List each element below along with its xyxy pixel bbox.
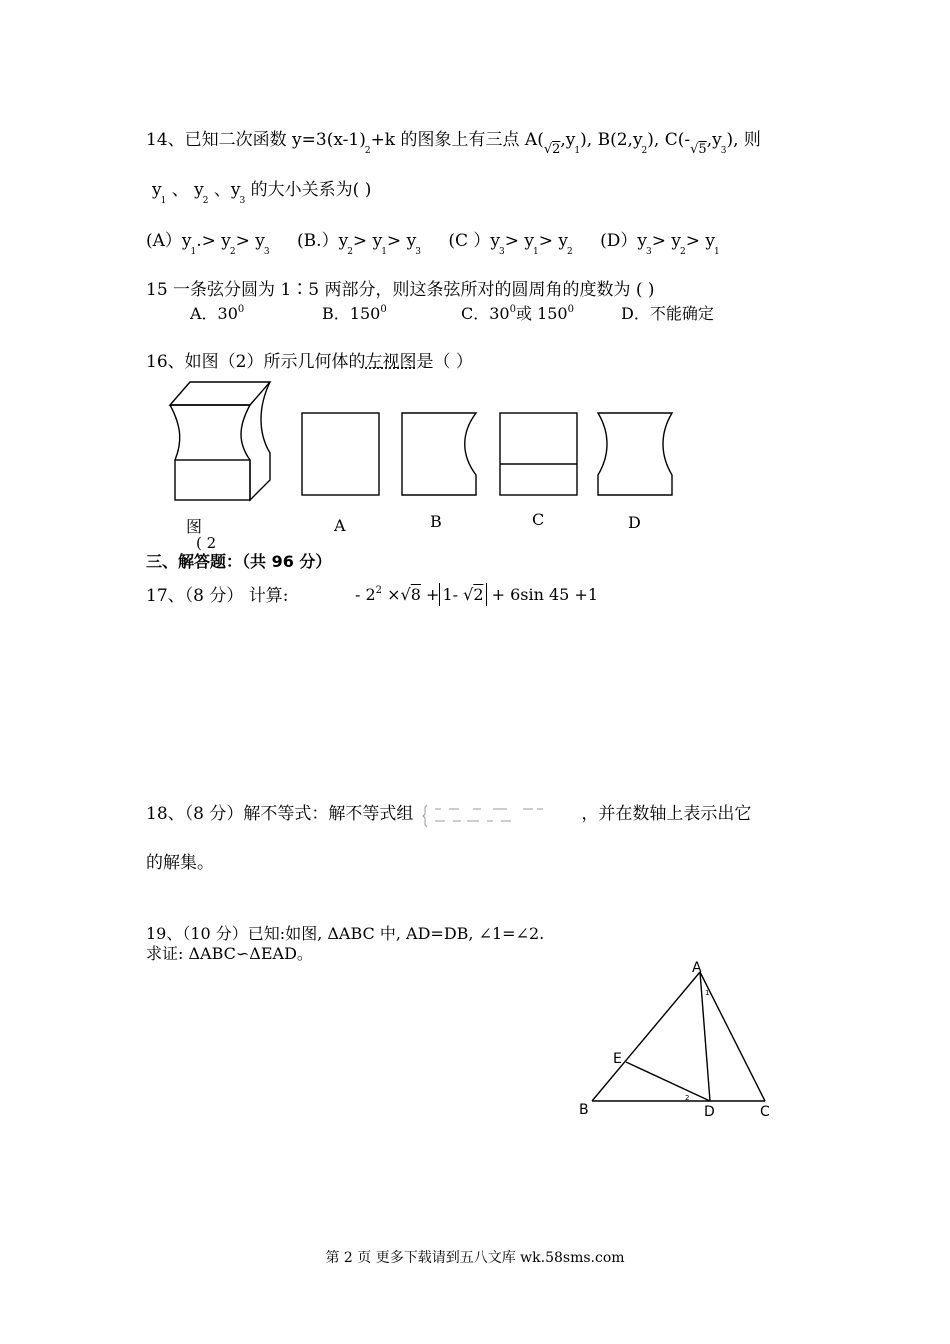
q15-option-a[interactable]: A．$30^0$ — [190, 304, 245, 323]
view-option-c — [500, 413, 577, 495]
solid-3d-figure — [170, 382, 270, 500]
section-3-heading: 三、解答题：（共 96 分） — [146, 552, 332, 571]
segment-ac — [700, 972, 765, 1101]
q19-line2: 求证: ΔABC∽ΔEAD。 — [146, 944, 313, 963]
q16-figures — [160, 375, 700, 505]
q16-stem: 16、如图（2）所示几何体的左视图是（ ） — [146, 352, 473, 372]
q14-option-b[interactable]: $(B.)y_2> y_1> y_3$ — [297, 231, 421, 257]
q19-line1: 19、（10 分）已知:如图, ΔABC 中, AD=DB, ∠1=∠2. — [146, 924, 545, 943]
q17-stem: 17、（8 分） 计算: — [146, 586, 289, 606]
q14-option-a[interactable]: $(A)y_1.> y_2> y_3$ — [146, 231, 270, 257]
label-d: D — [628, 513, 641, 532]
point-a-label: A — [692, 960, 702, 976]
segment-ed — [626, 1062, 710, 1101]
q18-line1: 18、（8 分）解不等式：解不等式组 ，并在数轴上表示出它 — [146, 799, 751, 829]
inequality-system-image — [413, 801, 581, 829]
segment-ab — [592, 972, 700, 1101]
point-d-label: D — [704, 1104, 715, 1120]
q14-option-d[interactable]: $(D)y_3> y_2> y_1$ — [600, 231, 720, 257]
q19-triangle-figure — [570, 958, 790, 1128]
point-b-label: B — [579, 1102, 589, 1118]
q18-line2: 的解集。 — [146, 853, 214, 873]
q16-keyword: 左视图 — [365, 352, 417, 372]
label-c: C — [532, 510, 545, 529]
q17-expression: - $2^2 \times√8 + 1-$ √2 + 6sin 45 +1 — [355, 585, 599, 604]
q15-stem: 15 一条弦分圆为 1∶5 两部分，则这条弦所对的圆周角的度数为 ( ) — [146, 280, 655, 300]
angle-1-label: 1 — [705, 989, 710, 997]
point-c-label: C — [760, 1104, 770, 1120]
q14-line1: 14、已知二次函数 $y=3(x-1)_2+k$ 的图象上有三点 $A(_{√2},y_1)$, $B(2,y_2)$, $C(-_{√5},y_3)$, 则 — [146, 130, 761, 157]
fig2-caption: 图 — [186, 517, 203, 536]
point-e-label: E — [613, 1051, 622, 1067]
label-b: B — [430, 512, 442, 531]
angle-2-label: 2 — [685, 1094, 690, 1102]
q14-line2: $y_1$ 、 $y_2$ 、$y_3$ 的大小关系为( ) — [152, 180, 372, 206]
view-option-d — [598, 413, 672, 495]
fig2-caption-num: ( 2 — [196, 534, 217, 552]
page-footer: 第 2 页 更多下载请到五八文库 wk.58sms.com — [325, 1250, 625, 1266]
q14-option-c[interactable]: (C ）$y_3> y_1> y_2$ — [448, 231, 573, 257]
q14-options — [146, 226, 742, 257]
view-option-a — [302, 413, 379, 495]
q15-option-b[interactable]: B．$150^0$ — [322, 304, 387, 323]
view-option-b — [402, 413, 476, 495]
label-a: A — [334, 516, 346, 535]
q15-option-c[interactable]: C．$30^0$或 $150^0$ — [461, 304, 574, 323]
q14-number: 14、 — [146, 130, 185, 150]
q15-option-d[interactable]: D．不能确定 — [621, 304, 714, 323]
